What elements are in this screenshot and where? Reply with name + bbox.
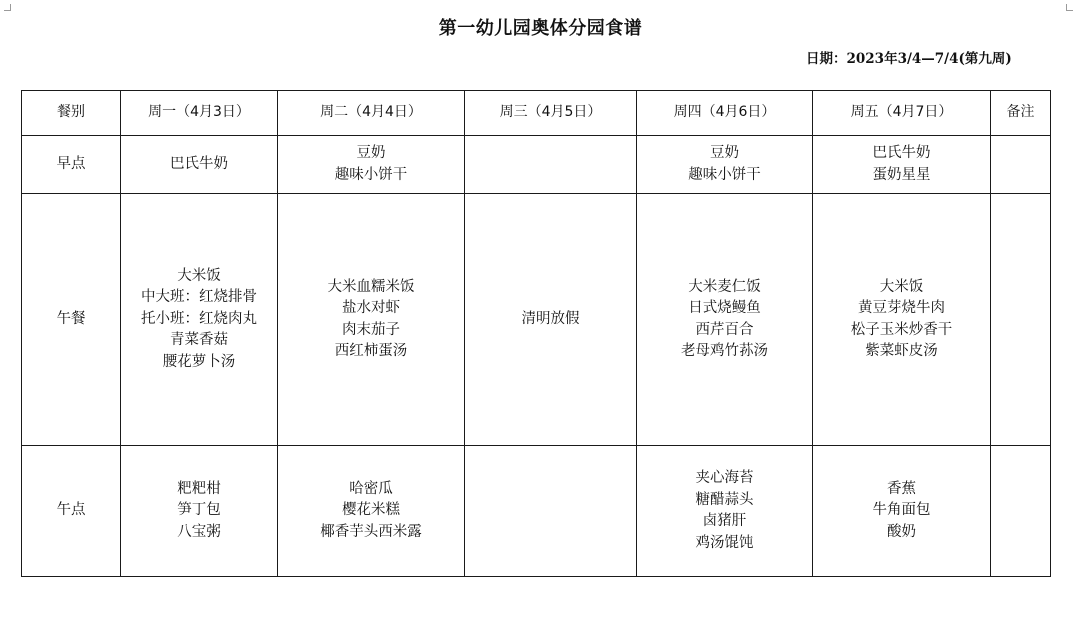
menu-dish: 夹心海苔 (695, 470, 754, 486)
menu-dish: 肉末茄子 (342, 321, 400, 338)
menu-table (21, 90, 1051, 577)
menu-dish: 大米血糯米饭 (327, 278, 415, 295)
header-note: 备注 (991, 91, 1051, 136)
menu-cell-tuesday (278, 136, 465, 194)
menu-dish: 西红柿蛋汤 (334, 343, 408, 359)
menu-dish: 樱花米糕 (342, 502, 400, 519)
menu-dish: 椰香芋头西米露 (320, 523, 422, 540)
menu-cell-tuesday (278, 446, 465, 577)
menu-dish: 香蕉 (887, 480, 916, 497)
meal-row-wucan (22, 194, 1051, 446)
menu-dish: 趣味小饼干 (334, 166, 408, 183)
menu-dish: 巴氏牛奶 (170, 155, 228, 172)
menu-dish: 盐水对虾 (342, 300, 400, 316)
menu-dish: 哈密瓜 (349, 480, 393, 497)
meal-label: 午餐 (22, 194, 121, 446)
menu-dish: 托小班：红烧肉丸 (141, 310, 257, 327)
menu-cell-monday (121, 446, 278, 577)
menu-cell-friday (813, 446, 991, 577)
meal-row-wudian (22, 446, 1051, 577)
header-friday: 周五（4月7日） (813, 91, 991, 136)
menu-dish: 糖醋蒜头 (695, 491, 754, 508)
note-cell (991, 136, 1051, 194)
header-meal: 餐别 (22, 91, 121, 136)
menu-cell-friday (813, 136, 991, 194)
header-monday: 周一（4月3日） (121, 91, 278, 136)
menu-dish: 大米麦仁饭 (688, 278, 761, 295)
menu-dish: 粑粑柑 (177, 480, 221, 497)
meal-label: 早点 (22, 136, 121, 194)
menu-dish: 腰花萝卜汤 (162, 353, 236, 370)
page-corner-mark-left (4, 4, 11, 11)
menu-dish: 豆奶 (356, 145, 386, 161)
page-title: 第一幼儿园奥体分园食谱 (438, 18, 643, 39)
menu-dish: 紫菜虾皮汤 (865, 343, 938, 359)
note-cell (991, 446, 1051, 577)
menu-cell-thursday (637, 446, 813, 577)
menu-cell-wednesday (465, 446, 637, 577)
menu-dish: 酸奶 (887, 523, 916, 540)
menu-dish: 卤猪肝 (702, 513, 747, 529)
menu-dish: 豆奶 (710, 145, 739, 161)
note-cell (991, 194, 1051, 446)
header-row (22, 91, 1051, 136)
menu-dish: 日式烧鳗鱼 (688, 300, 761, 316)
menu-dish: 大米饭 (177, 267, 221, 284)
menu-cell-monday (121, 194, 278, 446)
header-tuesday: 周二（4月4日） (278, 91, 465, 136)
menu-cell-thursday (637, 194, 813, 446)
menu-dish: 清明放假 (521, 310, 580, 327)
menu-cell-thursday (637, 136, 813, 194)
menu-cell-monday (121, 136, 278, 194)
menu-dish: 青菜香菇 (170, 332, 228, 349)
page-corner-mark-right (1066, 4, 1073, 11)
menu-dish: 牛角面包 (872, 502, 931, 519)
menu-dish: 西芹百合 (695, 321, 754, 338)
header-thursday: 周四（4月6日） (637, 91, 813, 136)
menu-cell-friday (813, 194, 991, 446)
menu-cell-tuesday (278, 194, 465, 446)
menu-dish: 中大班：红烧排骨 (141, 289, 257, 306)
menu-dish: 大米饭 (879, 278, 924, 295)
menu-dish: 黄豆芽烧牛肉 (858, 300, 945, 316)
meal-row-zaodian (22, 136, 1051, 194)
menu-dish: 笋丁包 (177, 502, 221, 519)
menu-cell-wednesday (465, 194, 637, 446)
menu-dish: 巴氏牛奶 (872, 145, 931, 161)
menu-dish: 鸡汤馄饨 (695, 534, 754, 551)
header-wednesday: 周三（4月5日） (465, 91, 637, 136)
meal-label: 午点 (22, 446, 121, 577)
menu-dish: 趣味小饼干 (688, 166, 761, 183)
menu-cell-wednesday (465, 136, 637, 194)
menu-dish: 松子玉米炒香干 (850, 321, 953, 338)
menu-dish: 八宝粥 (177, 523, 221, 540)
menu-dish: 蛋奶星星 (872, 166, 931, 183)
menu-dish: 老母鸡竹荪汤 (681, 343, 768, 359)
date-line: 日期：2023年3/4—7/4(第九周) (806, 51, 1012, 67)
